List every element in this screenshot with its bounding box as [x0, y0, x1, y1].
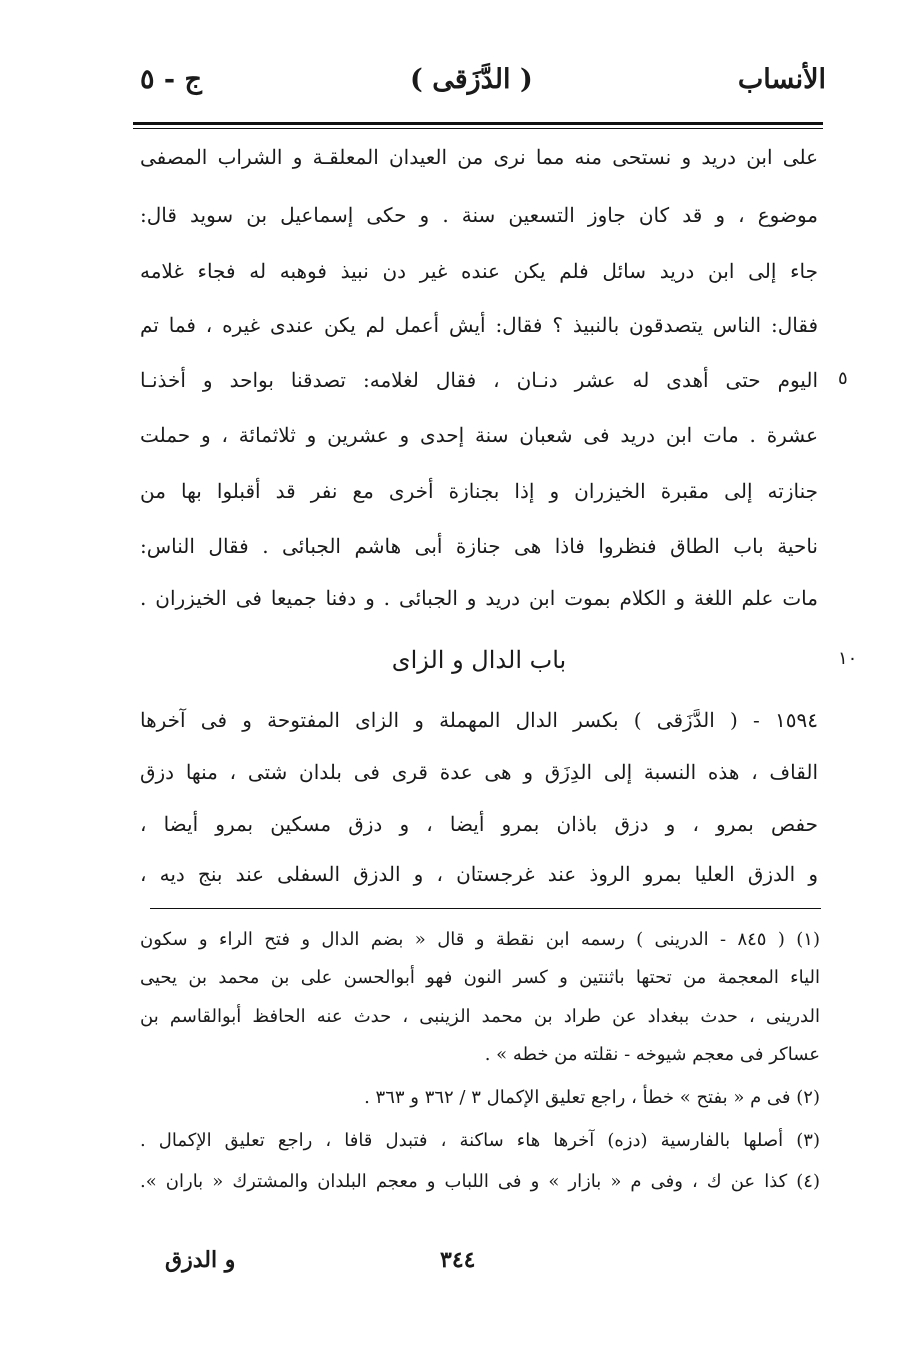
footnote-line: الدرینی ، حدث ببغداد عن طراد بن محمد الزینبی ، حدث عنه الحافظ أبوالقاسم بن	[140, 1006, 820, 1027]
footnote-line: الیاء المعجمة من تحتها باثنتین و كسر النون فهو أبوالحسن على بن محمد بن یحیى	[140, 967, 820, 988]
entry-line: القاف ، هذه النسبة إلى الدِزَق و هی عدة قرى فی بلدان شتى ، منها دزق	[140, 760, 818, 784]
section-title: باب الدال و الزای	[391, 646, 567, 674]
footnote-line: (٢) فی م « بفتح » خطأ ، راجع تعلیق الإكمال ٣ / ٣٦٢ و ٣٦٣ .	[364, 1087, 820, 1108]
body-line: مات علم اللغة و الكلام بموت ابن درید و الجبائی . و دفنا جمیعا فی الخیزران .	[140, 586, 818, 610]
footnote-line: (٣) أصلها بالفارسیة (دزه) آخرها هاء ساكنة ، فتبدل قافا ، راجع تعلیق الإكمال .	[140, 1130, 820, 1151]
volume-number: ج - ٥	[140, 64, 202, 95]
running-title: الأنساب	[737, 64, 826, 95]
catchword: و الدزق	[165, 1247, 236, 1273]
entry-line: ١٥٩٤ - ( الدَّزَقی ) بكسر الدال المهملة و الزای المفتوحة و فی آخرها	[140, 708, 818, 732]
body-line: عشرة . مات ابن درید فی شعبان سنة إحدى و عشرين و ثلاثمائة ، و حملت	[140, 423, 818, 447]
footnote-line: (٤) كذا عن ك ، وفی م « بازار » و فی اللباب و معجم البلدان والمشترك « باران ».	[140, 1171, 820, 1192]
body-line: على ابن درید و نستحی منه مما نرى من العیدان المعلقـة و الشراب المصفى	[140, 145, 818, 169]
margin-line-number: ٥	[838, 368, 848, 389]
running-head-entry: ( الدَّزَقی )	[410, 64, 533, 95]
footnote-separator	[150, 908, 821, 909]
footnote-line: (١) ( ٨٤٥ - الدرینی ) رسمه ابن نقطة و قال « بضم الدال و فتح الراء و سكون	[140, 929, 820, 950]
entry-line: حفص بمرو ، و دزق باذان بمرو أیضا ، و دزق مسكین بمرو أیضا ،	[140, 812, 818, 836]
header-rule-thick	[133, 122, 823, 125]
body-line: جنازته إلى مقبرة الخیزران و إذا بجنازة أخرى مع نفر قد أقبلوا بها من	[140, 479, 818, 503]
page-number: ٣٤٤	[440, 1247, 476, 1273]
body-line: ناحیة باب الطاق فنظروا فاذا هی جنازة أبی هاشم الجبائی . فقال الناس:	[140, 534, 818, 558]
header-rule-thin	[133, 128, 823, 129]
body-line: موضوع ، و قد كان جاوز التسعين سنة . و حكى إسماعيل بن سويد قال:	[140, 203, 818, 227]
footnote-line: عساكر فی معجم شیوخه - نقلته من خطه » .	[484, 1044, 820, 1065]
body-line: الیوم حتى أهدى له عشر دنـان ، فقال لغلامه: تصدقنا بواحد و أخذنـا	[140, 368, 818, 392]
body-line: جاء إلى ابن درید سائل فلم یكن عنده غیر دن نبیذ فوهبه له فجاء غلامه	[140, 259, 818, 283]
margin-line-number: ١٠	[838, 648, 858, 669]
body-line: فقال: الناس يتصدقون بالنبیذ ؟ فقال: أیش أعمل لم یكن عندی غیره ، فما تم	[140, 313, 818, 337]
entry-line: و الدزق العلیا بمرو الروذ عند غرجستان ، و الدزق السفلى عند بنج دیه ،	[140, 862, 818, 886]
